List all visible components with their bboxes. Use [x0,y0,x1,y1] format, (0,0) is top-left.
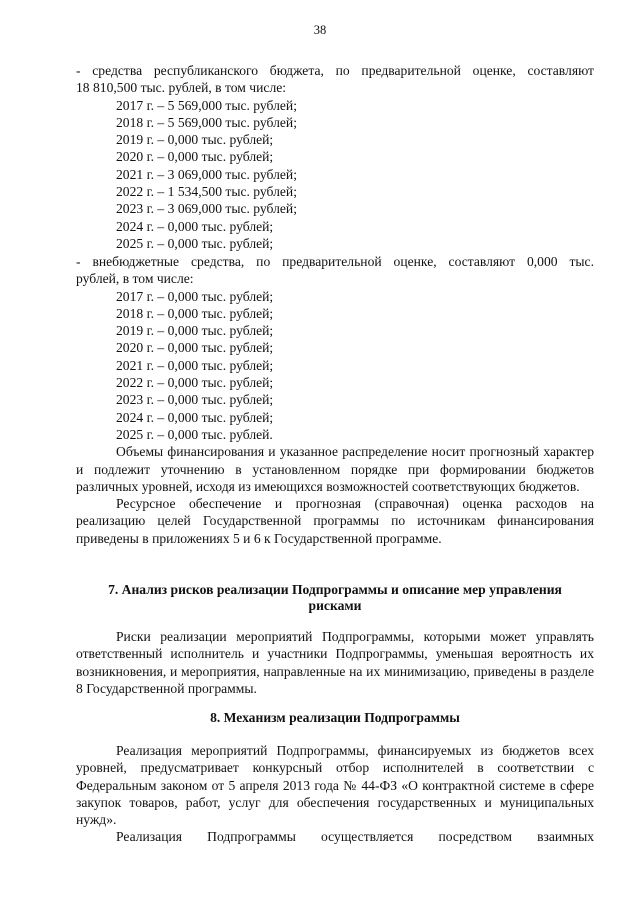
section-8-paragraph-continued: Реализация Подпрограммы осуществляется посредством взаимных [116,829,594,845]
section-8-paragraph: Реализация мероприятий Подпрограммы, финансируемых из бюджетов всех уровней, предусматривает конкурсный отбор исполнителей в соответствии с Федеральным законом от 5 апреля 2013 года № 44-ФЗ «О контрактной системе в сфере закупок товаров, работ, услуг для обеспечения государственных и муниципальных нужд». [76,743,594,828]
section-7-body-block [76,628,594,697]
extrabudgetary-year: 2018 г. – 0,000 тыс. рублей; [116,305,274,321]
extrabudgetary-block [76,253,594,547]
resource-note-paragraph: Ресурсное обеспечение и прогнозная (справочная) оценка расходов на реализацию целей Государственной программы по источникам финансирования приведены в приложениях 5 и 6 к Государственной программе. [76,496,594,546]
extrabudgetary-year: 2022 г. – 0,000 тыс. рублей; [116,375,274,391]
extrabudgetary-year: 2024 г. – 0,000 тыс. рублей; [116,409,274,425]
extrabudgetary-intro-line1: - внебюджетные средства, по предварительной оценке, составляют 0,000 тыс. [76,254,594,269]
page-number: 38 [313,23,327,37]
section-8-heading: 8. Механизм реализации Подпрограммы [210,710,460,725]
republican-budget-year: 2024 г. – 0,000 тыс. рублей; [116,218,274,234]
extrabudgetary-year: 2019 г. – 0,000 тыс. рублей; [116,323,274,339]
financing-note-paragraph: Объемы финансирования и указанное распределение носит прогнозный характер и подлежит уточнению в установленном порядке при формировании бюджетов различных уровней, исходя из имеющихся возможностей соответствующих бюджетов. [76,444,594,494]
section-7-title-line2: рисками [308,598,362,613]
extrabudgetary-intro-line2: рублей, в том числе: [76,271,194,287]
section-7-paragraph: Риски реализации мероприятий Подпрограммы, которыми может управлять ответственный исполнитель и участники Подпрограммы, уменьшая вероятность их возникновения, и мероприятия, направленные на их минимизацию, приведены в разделе 8 Государственной программы. [76,629,594,696]
republican-budget-year: 2022 г. – 1 534,500 тыс. рублей; [116,184,297,200]
extrabudgetary-year: 2017 г. – 0,000 тыс. рублей; [116,288,274,304]
republican-budget-year: 2019 г. – 0,000 тыс. рублей; [116,132,274,148]
section-8-body-block [76,742,594,846]
extrabudgetary-year: 2021 г. – 0,000 тыс. рублей; [116,357,274,373]
republican-budget-intro-line1: - средства республиканского бюджета, по предварительной оценке, составляют [76,63,594,78]
republican-budget-year: 2017 г. – 5 569,000 тыс. рублей; [116,97,297,113]
republican-budget-year: 2020 г. – 0,000 тыс. рублей; [116,149,274,165]
section-7-heading [76,582,594,614]
extrabudgetary-year: 2020 г. – 0,000 тыс. рублей; [116,340,274,356]
republican-budget-year: 2021 г. – 3 069,000 тыс. рублей; [116,166,297,182]
republican-budget-year: 2018 г. – 5 569,000 тыс. рублей; [116,114,297,130]
extrabudgetary-year: 2025 г. – 0,000 тыс. рублей. [116,426,273,442]
extrabudgetary-year: 2023 г. – 0,000 тыс. рублей; [116,392,274,408]
republican-budget-block [76,62,594,252]
republican-budget-intro-line2: 18 810,500 тыс. рублей, в том числе: [76,80,287,96]
republican-budget-year: 2025 г. – 0,000 тыс. рублей; [116,235,274,251]
republican-budget-year: 2023 г. – 3 069,000 тыс. рублей; [116,201,297,217]
section-7-title-line1: 7. Анализ рисков реализации Подпрограммы и описание мер управления [108,582,562,597]
